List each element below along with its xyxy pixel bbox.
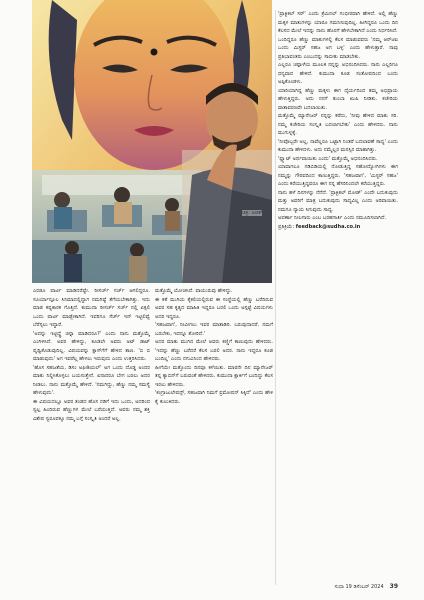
- paragraph: ಎರಡೂ ಪಾರ್ಟಿ ಮಾಡಿದರೆಷ್ಟೇ. ರೀಸರ್ಚ್ ಸರ್ಚ್ ಆಗಲಿದ್ದರೂ. ಸೂರ್ಯಾನ್ಪೂಲ ಸಿನಿಮಾದಲ್ಲಿದ್ದಾಗ ನಮಗಿಷ್ಟೆ ತೆಗೆಯಬೇಕಾಗಿತ್ತು. ಇದು ಮಾಡ ಕಷ್ಟಕಾರಕ ಗೊತ್ತಿದೆ. ಕುಮುದಾ ರೀಸರ್ಚ್ ಸರ್ಚ್ ನಲ್ಲಿ ಏಕ್ಸಲಿ ಒಂದು ಪಾರ್ಟಿ ಮಾಡ್ಬೇಕಾಗಿದೆ. ಇವರಿಗೂ ಸೆರ್ಚ್ ಇನ್ ಇಟ್ಟಿಲಿವ್ವೆ ಬೆರೆಸ್ಸಲು ಇದ್ದಾರೆ.: [33, 288, 150, 328]
- paragraph: 'ಕಂಗ್ರಾಜುಲೇಷನ್ಸ್, ಸಹಜವಾಗಿ ನಿಮಗೆ ಪ್ರಮೋಷನ್ ಸಿಕ್ಕಿದೆ' ಎಂದು ಹೇಳಿ ಕೈ ಕುಲುಕಿದರು.: [155, 390, 273, 405]
- paragraph: ಮತ್ತೊಮ್ಮೆ ಯೋಚಿಸಿದೆ. ವಾಯುರುವು ಹೇಳಿದ್ದು.: [155, 288, 233, 294]
- story-illustration: [32, 0, 272, 283]
- paragraph: 'ಪ್ರಾಕ್ಟಿಕಲ್ ಸರ್' ಎಂದು ಕ್ರೆಮಿನಲ್ ಗಂಭೀರವಾಗಿ ಹೇಳಿದೆ. ಅಲ್ಲಿ ಹೆಣ್ಣು ಮಕ್ಕಳ ಮಾತುಗಳನ್ನು ಯಾರೂ ಗಮನಿಸುವುದಿಲ್ಲ. ಹೀಗಿದ್ದರೂ ಒಂದು ದಿನ ಕೆಲಸದ ಮೇಲೆ ಇದನ್ನು ನಾನು ಹೊರಗೆ ಹೇಳಬೇಕಾಗಿದೆ ಎಂದು ನಿರ್ಧರಿಸಿದೆ.: [278, 11, 398, 34]
- illustration-credit-inner: ಚಿತ್ರ: ಅಜಿತ್: [242, 210, 263, 216]
- paragraph: 'ಅದನ್ನು ಇಟ್ಟಿದ್ದ್ರೆ ಚಿನ್ನಾ ಮಾಡಿದರೂ?' ಎಂದು ನಾನು ಮತ್ತೊಮ್ಮೆ ಎಂಗಿಳಿಸಿದೆ. ಅವರ ಹೇಳಿದ್ದು, ಕೂಡಲೇ ಅವರು ಅಟ್ ಡಾಟ್ ಪೃಥ್ವಿಕೊಡುವುದಿಲ್ಲ. ವಿಷಯವನ್ನು ಕ್ಲಾಸ್‌ಗೆಗೆ ಹೇಳಿದ ತಾಣ. 'ಬಿ ಬಿ ಮಾಡುವುದು' ಅಗ ಇವರೆಲ್ಲ ಹೇಳಲು ಇರುವುದು ಎಂದು ಉತ್ತರಿಸಿದರು.: [33, 330, 150, 362]
- feedback-label: ಪ್ರತಿಕ್ರಿಯೆ:: [278, 223, 296, 230]
- issue-label: ಸುಧಾ 19 ಡಿಸೆಂಬರ್ 2024: [334, 583, 384, 590]
- paragraph: 'ಹೊಸ ಸಹಜತೆಯ, ಡಿಸಂ ಅಫೀಶಿಯಲ್' ಅಗ ಒಂದು ದೊಡ್ಡ ಅಂದರ ಮಾತು ನಿಲ್ದಿಸಿಕೊಳ್ಳಲು ಬಯಸುತ್ತೇನೆ. ಏನಾದರೂ ಬೇಗ ಬರಲು ಅದರ ನೀಡಲು. ನಾನು ಮತ್ತೊಮ್ಮೆ ಹೇಳಿದೆ. 'ನಮಗಿದ್ದು, ಹೆಣ್ಣು ನಮ್ಮ ಸಮಸ್ಯೆ ಹೇಳುವುದು'.: [33, 364, 150, 396]
- paragraph: ಅಪರ್ಣಾ ನೀಲಗಾರು ಎಂಬ ಬರಹಗಾರ್ತಿ ಎಂದು ನಮೂದಿಸಲಾಗಿದೆ.: [278, 215, 387, 221]
- paragraph: 'ಫ್ಲ್ಯಾಟ್ ಅರ್ಥವಾಯಿತು ಎಂದು' ಮತ್ತೊಮ್ಮೆ ಅಭಿನಂದಿಸಿದರು.: [278, 155, 378, 162]
- paragraph: ನಾನು ಹಳೆ ದಿನಗಳನ್ನು ನೆನೆದೆ. 'ಪ್ರಾಕ್ಟಿಕಲ್ ಮೋಡ್' ಎಂದೇ ಬದುಕುವುದು ಮತ್ತು ಅವರಿಗೆ ಮಾತ್ರ ಬದುಕುವುದು ಸಾಧ್ಯವಿಲ್ಲ ಎಂದು ಅರಿವಾಯಿತು. ನಮಗೂ ನ್ಯಾಯ ಸಿಗುವುದು ಸಾಧ್ಯ.: [278, 189, 398, 213]
- paragraph: ಯಾರಿಯಾಗಿದ್ದ ಹೆಣ್ಣು ಮಕ್ಕಳು ಈಗ ಧೈರ್ಯದಿಂದ ತಮ್ಮ ಅಭಿಪ್ರಾಯ ಹೇಳುತ್ತಿದ್ದರು. ಅದು ನನಗೆ ತುಂಬಾ ಖುಷಿ ನೀಡಿತು. ಕಚೇರಿಯ ವಾತಾವರಣವೇ ಬದಲಾಯಿತು.: [278, 87, 398, 111]
- paragraph: ಯಾವಾಗಲೂ ಗಡಿಬಿಡಿಯಲ್ಲಿ ನೋಡುತ್ತಿದ್ದ ಸಹೋದ್ಯೋಗಿಗಳು ಈಗ ನಮ್ಮನ್ನು ಗೌರವದಿಂದ ಕಾಣುತ್ತಿದ್ದರು. 'ಸಹಜವಾಗ', 'ಮಿಸ್ಟರ್ ಸಹಜ' ಎಂದು ಕರೆಯುತ್ತಿದ್ದವರೂ ಈಗ ನನ್ನ ಹೆಸರಿನಿಂದಲೇ ಕರೆಯುತ್ತಿದ್ದರು.: [278, 164, 398, 187]
- feedback-email-link[interactable]: feedback@sudha.co.in: [295, 223, 361, 230]
- column-divider: [275, 10, 276, 585]
- paragraph: 'ನೀವೊಬ್ಬರೇ ಅಲ್ಲ, ನಾವೆಲ್ಲರೂ ಒಟ್ಟಾಗಿ ನಿಂತರೆ ಬದಲಾವಣೆ ಸಾಧ್ಯ' ಎಂದು ಕುಮುದಾ ಹೇಳಿದಳು. ಅದು ನಮ್ಮೆಲ್ಲರ ಮನಸ್ಸಿನ ಮಾತಾಗಿತ್ತು.: [278, 138, 398, 153]
- text-column-left: [33, 287, 150, 577]
- text-column-right: [278, 10, 398, 580]
- page-footer: [335, 583, 398, 590]
- illustration-artwork: [32, 0, 272, 283]
- paragraph: ಹೀಗೆಯೇ ಮತ್ತೊಂದು ದಿನವೂ ಕಳೆಯಿತು. ಮಾರನೇ ದಿನ ಮ್ಯಾನೇಜರ್ ತನ್ನ ಕ್ಯಾಬಿನ್‌ಗೆ ಬರುವಂತೆ ಹೇಳಿದರು. ಕುಮುದಾ ಕ್ಲಾರ್ಕಿಗೆ ಬಂದಿದ್ದು ಕೆಲಸ ಇರಲು ಹೇಳಿದರು.: [155, 364, 273, 388]
- paragraph: ಈ ವಿಷಯದಲ್ಲೂ ಅವರ ತಂಡದ ಹೊಸ ನಡಿಗೆ ಇದು ಒಂದು, ಅದರಿಂದ ಸ್ವಲ್ಪ ಹಿಂದಿರುವ ಹೆಣ್ಣುಗಳ ಮೇಲೆ ಬರೆಯುತ್ತಿದೆ. ಅವರು ನಮ್ಮ ಶಕ್ತಿ ವಿಶೇಷ ಸ್ವರೂಪಕ್ಕೂ ನಮ್ಮ ಬಗ್ಗೆ ಸಂಸ್ಕೃತಿ ಅಂದರೆ ಅಲ್ಲ.: [33, 398, 150, 422]
- text-column-middle: [155, 287, 273, 577]
- paragraph: ಎಲ್ಲರೂ ಚಪ್ಪಾಳೆಯ ಮೂಲಕ ನನ್ನನ್ನು ಅಭಿನಂದಿಸಿದರು. ನಾನು ಎಲ್ಲರಿಗೂ ಧನ್ಯವಾದ ಹೇಳಿದೆ. ಕುಮುದಾ ಕೂಡ ಸಂತೋಷದಿಂದ ಬಂದು ಅಪ್ಪಿಕೊಂಡಳು.: [278, 62, 398, 85]
- paragraph: ಮತ್ತೊಮ್ಮೆ ಮ್ಯಾನೇಜರ್ ನನ್ನನ್ನು ಕರೆದು, 'ನೀವು ಹೇಳಿದ ಮಾತು ಸರಿ. ನಮ್ಮ ಕಚೇರಿಯ ಸಂಸ್ಕೃತಿ ಬದಲಾಗಬೇಕು' ಎಂದು ಹೇಳಿದರು. ನಾನು ಮುಗುಳ್ನಕ್ಕೆ.: [278, 113, 398, 136]
- paragraph: ಒಂದಿದ್ದರೂ ಹೆಣ್ಣು ಮಾತುಗಳಲ್ಲಿ ಕೆಲಸ ಮಾಡುವವರು 'ನಮ್ಮ ಆರ್‌ಟಿಐ ಒಂದು ಮಿಸ್ಟರ್ ಸಹಜ ಅಗ ಬಳ್ಳಿ' ಎಂದು ಹೇಳುತ್ತಾರೆ. ನಾವು ಪ್ರತಿಭಾವಂತರು ಎಂಬುದನ್ನು ಸಾಬೀತು ಮಾಡಬೇಕು.: [278, 36, 398, 60]
- paragraph: 'ಸಹಜವಾಗ', ನೀವೀಗಲು ಇವರ ಮಾತಾಡಿರಿ. ಬರುವುದಾದರೆ. ನಮಗೆ ಬರಬೇಕು, ಇದನ್ನೂ ತೋರಿದೆ.': [155, 322, 273, 337]
- page-number: 39: [389, 583, 398, 590]
- paragraph: ಈ ಕತೆ ಮುಗಿಯ ಕೈಕಲಿಯಲ್ಲಿರುವ ಈ ಸಂಸ್ಥೆಯಲ್ಲಿ ಹೆಣ್ಣು ಬರೆದಿರುವ ಅವರ ಸಹ ಕೃತ್ಯದ ಮಾಹಿತಿ ಇದ್ದರೂ ಬರಲಿ ಒಂದು ಅಸ್ಪಟ್ಟೆ ವಿಷಯಗಳು ಅದರ ಇದ್ದರೂ.: [155, 296, 273, 320]
- feedback-line: [278, 223, 398, 232]
- paragraph: ಅದರ ಮಾತು ಮುಗಿದ ಮೇಲೆ ಅವರು ಕಣ್ಣಿಗೆ ಕಾಣುವುದು ಹೇಳಿದರು. 'ಇದನ್ನು ಹೆಣ್ಣು ಬರೆದರೆ ಕೆಲಸ ಬರಲಿ ಅದರ. ನಾನು ಇದ್ದರೂ ಕೂಡ ಬಂದಿಲ್ಲ' ಎಂದು ನಗುವಿನಿಂದ ಹೇಳಿದರು.: [155, 339, 273, 362]
